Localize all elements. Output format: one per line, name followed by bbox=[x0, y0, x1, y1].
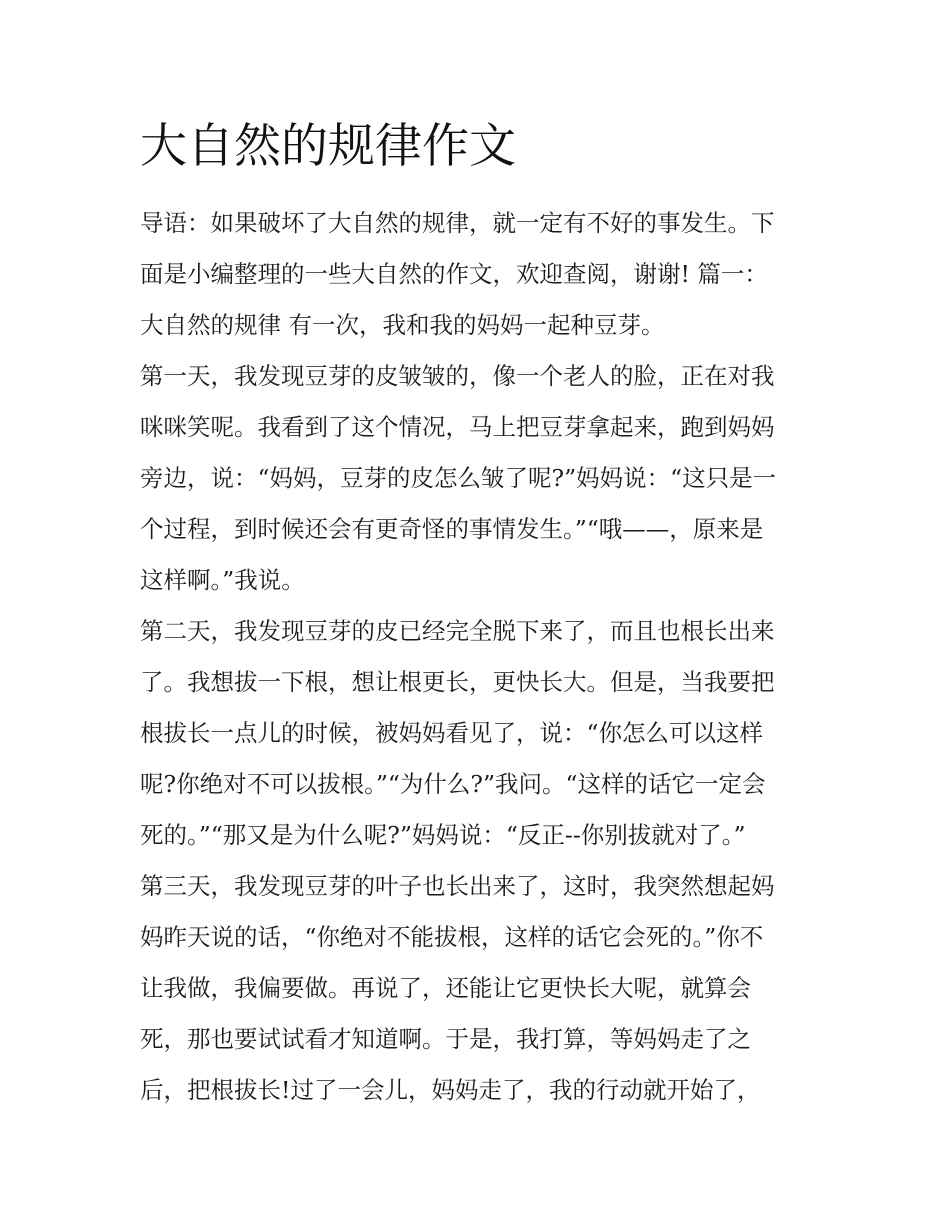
text-line: 第一天，我发现豆芽的皮皱皱的，像一个老人的脸，正在对我 bbox=[140, 362, 775, 390]
text-line: 妈昨天说的话，“你绝对不能拔根，这样的话它会死的。”你不 bbox=[140, 923, 764, 951]
text-line: 死的。”“那又是为什么呢?”妈妈说：“反正--你别拔就对了。” bbox=[140, 821, 746, 849]
text-line: 这样啊。”我说。 bbox=[140, 566, 305, 594]
text-line: 后，把根拔长!过了一会儿，妈妈走了，我的行动就开始了， bbox=[140, 1076, 761, 1104]
text-line: 大自然的规律 有一次，我和我的妈妈一起种豆芽。 bbox=[140, 311, 665, 339]
document-body bbox=[140, 198, 820, 1116]
text-line: 根拔长一点儿的时候，被妈妈看见了，说：“你怎么可以这样 bbox=[140, 719, 764, 747]
text-line: 咪咪笑呢。我看到了这个情况，马上把豆芽拿起来，跑到妈妈 bbox=[140, 413, 775, 441]
text-line: 呢?你绝对不可以拔根。”“为什么?”我问。“这样的话它一定会 bbox=[140, 770, 766, 798]
text-line: 导语：如果破坏了大自然的规律，就一定有不好的事发生。下 bbox=[140, 209, 775, 237]
text-line: 让我做，我偏要做。再说了，还能让它更快长大呢，就算会 bbox=[140, 974, 751, 1002]
text-line: 了。我想拔一下根，想让根更长，更快长大。但是，当我要把 bbox=[140, 668, 775, 696]
text-line: 第二天，我发现豆芽的皮已经完全脱下来了，而且也根长出来 bbox=[140, 617, 775, 645]
text-line: 死，那也要试试看才知道啊。于是，我打算，等妈妈走了之 bbox=[140, 1025, 751, 1053]
text-line: 旁边，说：“妈妈，豆芽的皮怎么皱了呢?”妈妈说：“这只是一 bbox=[140, 464, 777, 492]
text-line: 个过程，到时候还会有更奇怪的事情发生。”“哦——，原来是 bbox=[140, 515, 764, 543]
text-line: 第三天，我发现豆芽的叶子也长出来了，这时，我突然想起妈 bbox=[140, 872, 775, 900]
document-title: 大自然的规律作文 bbox=[140, 119, 516, 174]
text-line: 面是小编整理的一些大自然的作文，欢迎查阅，谢谢! 篇一： bbox=[140, 260, 768, 288]
